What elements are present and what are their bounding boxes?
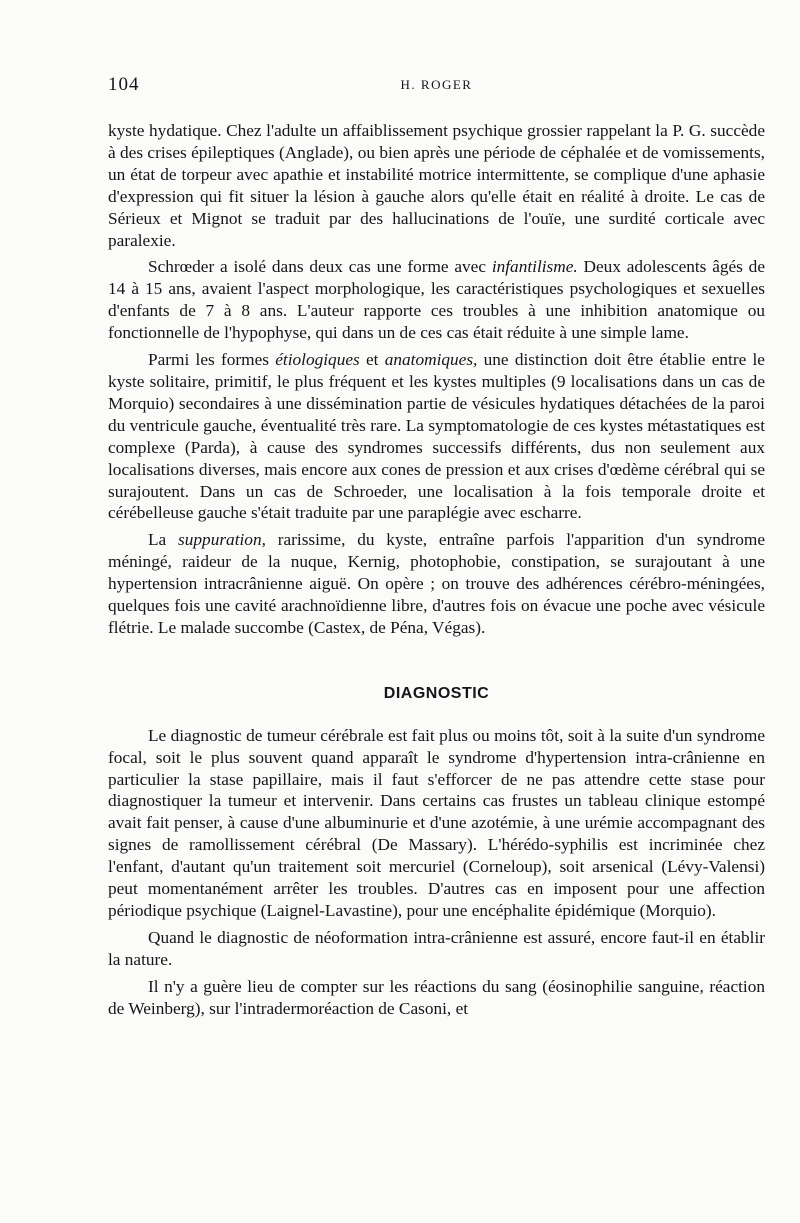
page-header: [108, 74, 765, 102]
paragraph-suppuration: La suppuration, rarissime, du kyste, entraîne parfois l'apparition d'un syndrome méningé, raideur de la nuque, Kernig, photophobie, constipation, se surajoutant à une hypertension intracrânienne aiguë. On opère ; on trouve des adhérences cérébro-méningées, quelques fois une cavité arachnoïdienne libre, d'autres fois on évacue une poche avec vésicule flétrie. Le malade succombe (Castex, de Péna, Végas).: [108, 530, 765, 637]
term-infantilisme: infantilisme.: [491, 257, 578, 277]
term-anatomiques: anatomiques,: [384, 350, 478, 370]
paragraph-neoformation: Quand le diagnostic de néoformation intra-crânienne est assuré, encore faut-il en établir la nature.: [108, 927, 765, 969]
paragraph-kyste-hydatique: kyste hydatique. Chez l'adulte un affaiblissement psychique grossier rappelant la P. G. succède à des crises épileptiques (Anglade), ou bien après une période de céphalée et de vomissements, un état de torpeur avec apathie et instabilité motrice intermittente, se complique d'une aphasie d'expression qui fit situer la lésion à gauche alors qu'elle était en réalité à droite. Le cas de Sérieux et Mignot se traduit par des hallucinations de l'ouïe, une surdité corticale avec paralexie.: [108, 121, 765, 250]
book-page: [108, 74, 765, 1025]
running-head: H. ROGER: [400, 77, 473, 92]
term-suppuration: suppuration,: [178, 530, 266, 550]
term-etiologiques: étiologiques: [275, 350, 360, 370]
paragraph-infantilisme: Schrœder a isolé dans deux cas une forme avec infantilisme. Deux adolescents âgés de 14 à 15 ans, avaient l'aspect morphologique, les caractéristiques psychologiques et sexuelles d'enfants de 7 à 8 ans. L'auteur rapporte ces troubles à une inhibition anatomique ou fonctionnelle de l'hypophyse, qui dans un de ces cas était réduite à une simple lame.: [108, 257, 765, 343]
paragraph-formes-etiologiques: Parmi les formes étiologiques et anatomiques, une distinction doit être établie entre le kyste solitaire, primitif, le plus fréquent et les kystes multiples (9 localisations dans un cas de Morquio) secondaires à une dissémination partie de vésicules hydatiques détachées de la paroi du ventricule gauche, éventualité très rare. La symptomatologie de ces kystes métastatiques est complexe (Parda), à cause des syndromes successifs différents, dus non seulement aux localisations diverses, mais encore aux cones de pression et aux crises d'œdème cérébral qui se surajoutent. Dans un cas de Schroeder, une localisation à la fois temporale droite et cérébelleuse gauche s'était traduite par une paraplégie avec escharre.: [108, 350, 765, 523]
paragraph-reactions-sang: Il n'y a guère lieu de compter sur les réactions du sang (éosinophilie sanguine, réaction de Weinberg), sur l'intradermoréaction de Casoni, et: [108, 976, 765, 1018]
body-text: [108, 120, 765, 1020]
page-number: 104: [108, 74, 140, 95]
paragraph-diagnostic-tumeur: Le diagnostic de tumeur cérébrale est fait plus ou moins tôt, soit à la suite d'un syndrome focal, soit le plus souvent quand apparaît le syndrome d'hypertension intra-crânienne en particulier la stase papillaire, mais il faut s'efforcer de ne pas attendre cette stase pour diagnostiquer la tumeur et intervenir. Dans certains cas frustes un tableau clinique estompé avait fait penser, à cause d'une albuminurie et d'une azotémie, à une urémie accompagnant des signes de ramollissement cérébral (De Massary). L'hérédo-syphilis est incriminée chez l'enfant, d'autant qu'un traitement soit mercuriel (Corneloup), soit arsenical (Lévy-Valensi) peut momentanément arrêter les troubles. D'autres cas en imposent pour une affection périodique psychique (Laignel-Lavastine), pour une encéphalite épidémique (Morquio).: [108, 725, 765, 920]
section-title-diagnostic: DIAGNOSTIC: [383, 684, 490, 702]
